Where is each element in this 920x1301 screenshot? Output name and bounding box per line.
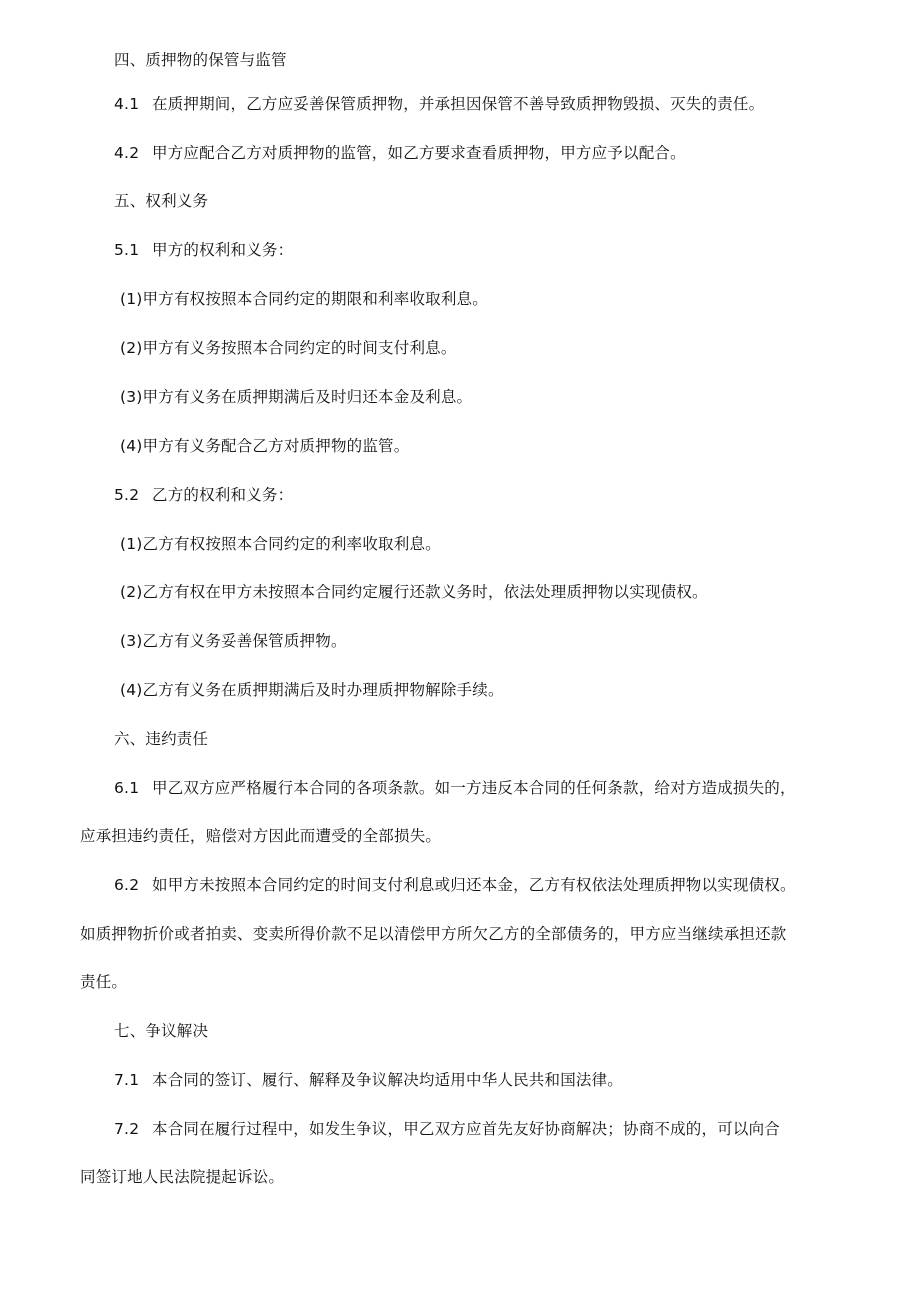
clause-text: 甲乙双方应严格履行本合同的各项条款。如一方违反本合同的任何条款，给对方造成损失的， <box>152 779 796 797</box>
clause-7-1 <box>114 1070 623 1090</box>
section-heading-6: 六、违约责任 <box>114 730 209 748</box>
clause-text: 本合同的签订、履行、解释及争议解决均适用中华人民共和国法律。 <box>152 1071 624 1089</box>
section-heading-7: 七、争议解决 <box>114 1022 209 1040</box>
clause-number: 5.1 <box>114 241 140 259</box>
clause-text: 本合同在履行过程中，如发生争议，甲乙双方应首先友好协商解决；协商不成的，可以向合 <box>152 1120 781 1138</box>
list-item: (1)乙方有权按照本合同约定的利率收取利息。 <box>120 535 441 553</box>
clause-number: 4.2 <box>114 144 140 162</box>
clause-continuation: 如质押物折价或者拍卖、变卖所得价款不足以清偿甲方所欠乙方的全部债务的，甲方应当继续承担还款 <box>80 925 787 943</box>
list-item: (3)甲方有义务在质押期满后及时归还本金及利息。 <box>120 388 473 406</box>
clause-number: 5.2 <box>114 486 140 504</box>
clause-title: 乙方的权利和义务： <box>152 486 294 504</box>
clause-number: 4.1 <box>114 95 140 113</box>
clause-number: 6.1 <box>114 779 140 797</box>
clause-5-1 <box>114 240 293 260</box>
clause-text: 在质押期间，乙方应妥善保管质押物，并承担因保管不善导致质押物毁损、灭失的责任。 <box>152 95 765 113</box>
section-heading-4: 四、质押物的保管与监管 <box>114 51 287 69</box>
clause-number: 6.2 <box>114 876 140 894</box>
list-item: (1)甲方有权按照本合同约定的期限和利率收取利息。 <box>120 290 488 308</box>
clause-text: 如甲方未按照本合同约定的时间支付利息或归还本金，乙方有权依法处理质押物以实现债权。 <box>152 876 796 894</box>
clause-4-2 <box>114 143 686 163</box>
list-item: (4)甲方有义务配合乙方对质押物的监管。 <box>120 437 410 455</box>
list-item: (2)甲方有义务按照本合同约定的时间支付利息。 <box>120 339 457 357</box>
clause-4-1 <box>114 94 764 114</box>
clause-text: 甲方应配合乙方对质押物的监管，如乙方要求查看质押物，甲方应予以配合。 <box>152 144 686 162</box>
clause-title: 甲方的权利和义务： <box>152 241 294 259</box>
clause-6-2 <box>114 875 796 895</box>
clause-5-2 <box>114 485 293 505</box>
clause-number: 7.1 <box>114 1071 140 1089</box>
clause-6-1 <box>114 778 796 798</box>
clause-continuation: 责任。 <box>80 973 128 991</box>
list-item: (4)乙方有义务在质押期满后及时办理质押物解除手续。 <box>120 681 504 699</box>
list-item: (3)乙方有义务妥善保管质押物。 <box>120 632 347 650</box>
list-item: (2)乙方有权在甲方未按照本合同约定履行还款义务时，依法处理质押物以实现债权。 <box>120 583 708 601</box>
clause-number: 7.2 <box>114 1120 140 1138</box>
clause-7-2 <box>114 1119 780 1139</box>
clause-continuation: 应承担违约责任，赔偿对方因此而遭受的全部损失。 <box>80 827 442 845</box>
clause-continuation: 同签订地人民法院提起诉讼。 <box>80 1168 285 1186</box>
section-heading-5: 五、权利义务 <box>114 192 209 210</box>
